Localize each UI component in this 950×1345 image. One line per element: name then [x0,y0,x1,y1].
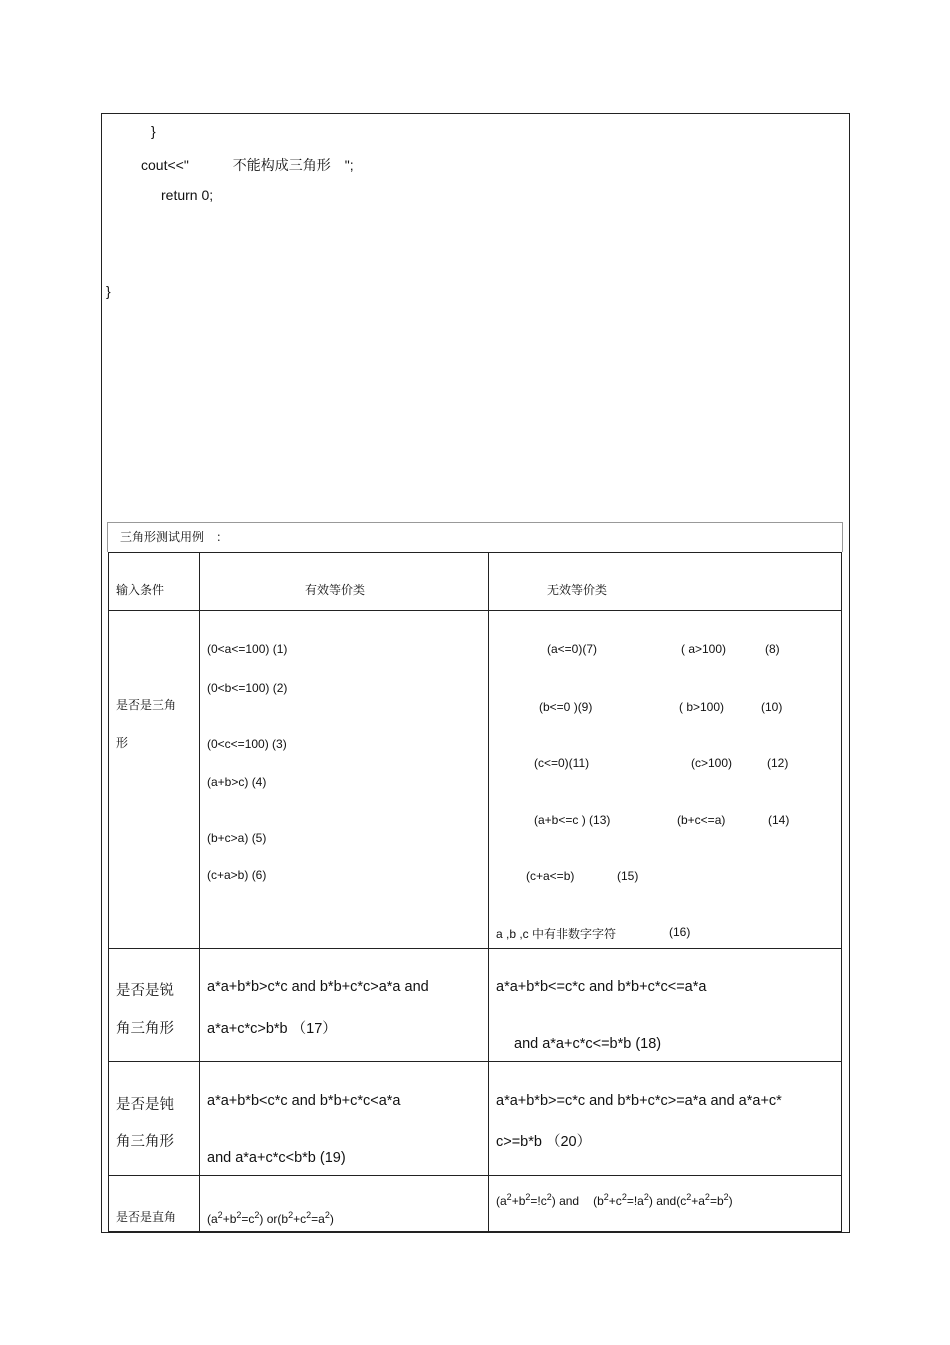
invalid-cell: a*a+b*b>=c*c and b*b+c*c>=a*a and a*a+c* c>=b*b （20） [489,1062,842,1176]
table-row [109,1062,842,1176]
right-angle-valid-formula: $(a^2+b^2=c^2)$ $or(b^2+c^2=a^2)$ [207,1210,334,1226]
code-return-line: return 0; [161,187,214,203]
header-cell-condition: 输入条件 [109,553,200,611]
valid-cell: a*a+b*b<c*c and b*b+c*c<a*a and a*a+c*c<b*b (19) [200,1062,489,1176]
header-cell-valid: 有效等价类 [200,553,489,611]
invalid-cell: a*a+b*b<=c*c and b*b+c*c<=a*a and a*a+c*c<=b*b (18) [489,949,842,1062]
table-caption: 三角形测试用例 ： [107,522,843,552]
invalid-cell: (a<=0)(7) ( a>100) (8) (b<=0 )(9) ( b>100) (10) (c<=0)(11) (c>100) (12) (a+b<=c ) (13) (b+c<=a) (14) (c+a<=b) (15) a ,b ,c 中有非数字字符 (16) [489,611,842,949]
code-brace-outer: } [106,283,111,299]
code-cout-line [141,155,354,175]
condition-cell: 是否是钝 角三角形 [109,1062,200,1176]
invalid-cell [489,1176,842,1232]
table-header-row [109,553,842,611]
test-case-table [108,552,842,1232]
table-row [109,949,842,1062]
condition-cell: 是否是直角 [109,1176,200,1232]
valid-cell: (0<a<=100) (1) (0<b<=100) (2) (0<c<=100) (3) (a+b>c) (4) (b+c>a) (5) (c+a>b) (6) [200,611,489,949]
code-cout-suffix: "; [344,157,354,173]
valid-cell: a*a+b*b>c*c and b*b+c*c>a*a and a*a+c*c>b*b （17） [200,949,489,1062]
right-angle-invalid-formula: $(a^2+b^2=!c^2)$ and $(b^2+c^2=!a^2)$ $and(c^2+a^2=b^2)$ [496,1192,733,1208]
table-row [109,611,842,949]
code-cout-prefix: cout<<" [141,157,189,173]
condition-cell: 是否是锐 角三角形 [109,949,200,1062]
header-cell-invalid: 无效等价类 [489,553,842,611]
condition-cell: 是否是三角 形 [109,611,200,949]
table-row [109,1176,842,1232]
code-cout-text: 不能构成三角形 [232,157,331,173]
valid-cell [200,1176,489,1232]
code-brace-inner: } [151,123,156,139]
